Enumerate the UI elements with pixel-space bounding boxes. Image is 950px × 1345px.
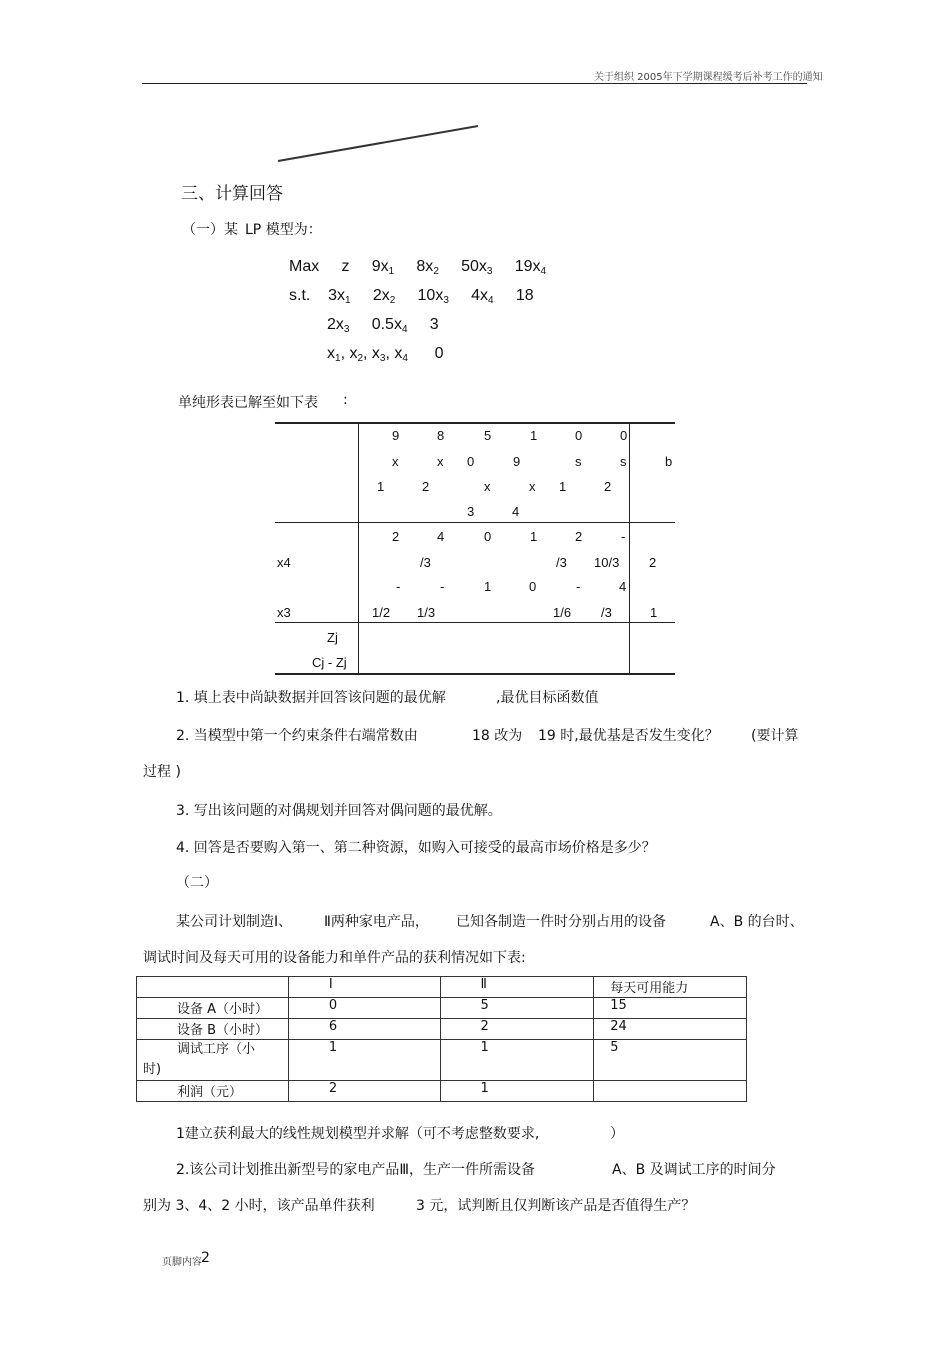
tableau-rule-2 (275, 622, 675, 623)
lp-constraint-1: s.t. $3x_1$ $2x_2$ $10x_3$ $4x_4$ 18 (289, 287, 534, 306)
table-row (137, 1019, 747, 1040)
table-cell: 1 (288, 1040, 440, 1081)
tableau-cell: 0 (575, 428, 583, 443)
part2-intro-d: A、B 的台时、 (710, 914, 804, 930)
tableau-cell: 3 (467, 504, 475, 519)
table-cell: 利润（元） (137, 1081, 289, 1102)
tableau-cell: - (621, 529, 626, 544)
table-row (137, 998, 747, 1019)
part2-question-2a: 2.该公司计划推出新型号的家电产品Ⅲ，生产一件所需设备 (176, 1162, 536, 1178)
part2-intro-c: 已知各制造一件时分别占用的设备 (456, 914, 666, 930)
slanted-line (270, 120, 485, 168)
tableau-cell: 2 (575, 529, 583, 544)
tableau-cell: 0 (467, 454, 475, 469)
header-rule (142, 83, 807, 84)
part1-intro-a: （一）某 (182, 222, 238, 238)
part2-question-2c: 别为 3、4、2 小时，该产品单件获利 (143, 1198, 375, 1214)
tableau-cell-b: b (665, 454, 673, 469)
tableau-basis-x3: x3 (277, 605, 291, 620)
question-2b: 18 改为 (472, 728, 523, 744)
tableau-cell: 5 (484, 428, 492, 443)
table-cell: 5 (594, 1040, 747, 1081)
question-2e: 过程 ) (143, 764, 181, 780)
tableau-intro: 单纯形表已解至如下表 (178, 395, 318, 411)
part2-question-2b: A、B 及调试工序的时间分 (612, 1162, 776, 1178)
tableau-cell: 4 (512, 504, 520, 519)
part2-question-2d: 3 元，试判断且仅判断该产品是否值得生产？ (416, 1198, 696, 1214)
table-cell: 设备 B（小时） (137, 1019, 289, 1040)
tableau-zj-label: Zj (327, 630, 338, 645)
product-table (136, 976, 747, 1102)
tableau-cell: 9 (513, 454, 521, 469)
tableau-top-rule (275, 422, 675, 424)
page-number: 2 (201, 1250, 210, 1266)
tableau-cell: x (484, 479, 491, 494)
page-header: 关于组织 2005年下学期课程缓考后补考工作的通知 (594, 72, 823, 83)
question-1b: ,最优目标函数值 (496, 690, 599, 706)
tableau-cell: s (620, 454, 627, 469)
table-cell: 设备 A（小时） (137, 998, 289, 1019)
part2-question-1a: 1建立获利最大的线性规划模型并求解（可不考虑整数要求, (176, 1126, 540, 1142)
tableau-cell: s (575, 454, 582, 469)
table-header-cell (137, 977, 289, 998)
tableau-vline-2 (629, 423, 630, 674)
table-row (137, 1040, 747, 1081)
tableau-cell: - (396, 579, 401, 594)
tableau-cell: 4 (437, 529, 445, 544)
table-cell: 24 (594, 1019, 747, 1040)
tableau-cell: 1 (484, 579, 492, 594)
tableau-cell: 2 (604, 479, 612, 494)
table-cell: 5 (440, 998, 594, 1019)
tableau-cell: 1 (377, 479, 385, 494)
tableau-cell: 1/3 (417, 605, 436, 620)
table-header-cell: Ⅰ (288, 977, 440, 998)
tableau-cell: 4 (619, 579, 627, 594)
table-row (137, 1081, 747, 1102)
table-cell: 6 (288, 1019, 440, 1040)
tableau-cell: 1 (559, 479, 567, 494)
table-cell: 1 (440, 1081, 594, 1102)
tableau-cell: /3 (601, 605, 612, 620)
tableau-cell: 10/3 (594, 555, 620, 570)
part2-label: （二） (176, 875, 218, 891)
lp-objective: Max z $9x_1$ $8x_2$ $50x_3$ $19x_4$ (289, 258, 547, 277)
part2-intro-b: Ⅱ两种家电产品， (324, 914, 429, 930)
tableau-cell: 8 (437, 428, 445, 443)
tableau-cell: /3 (420, 555, 431, 570)
tableau-cell: - (440, 579, 445, 594)
table-header-cell: Ⅱ (440, 977, 594, 998)
part2-intro-a: 某公司计划制造Ⅰ、 (176, 914, 293, 930)
tableau-cell: 1 (530, 428, 538, 443)
question-2d: (要计算 (751, 728, 799, 744)
tableau-cell: 9 (392, 428, 400, 443)
question-1a: 1. 填上表中尚缺数据并回答该问题的最优解 (176, 690, 446, 706)
tableau-cell: 2 (392, 529, 400, 544)
table-header-row (137, 977, 747, 998)
tableau-cell: 1 (650, 605, 658, 620)
question-3: 3. 写出该问题的对偶规划并回答对偶问题的最优解。 (176, 803, 502, 819)
question-2a: 2. 当模型中第一个约束条件右端常数由 (176, 728, 418, 744)
table-cell (594, 1081, 747, 1102)
footer-label: 页脚内容 (162, 1257, 202, 1268)
tableau-cell: 0 (529, 579, 537, 594)
tableau-intro-colon: : (343, 392, 348, 408)
tableau-cjzj-label: Cj - Zj (312, 655, 347, 670)
tableau-cell: 1/2 (372, 605, 391, 620)
tableau-cell: 1 (530, 529, 538, 544)
part1-intro-b: LP 模型为： (245, 222, 322, 238)
table-header-cell: 每天可用能力 (594, 977, 747, 998)
tableau-bottom-rule (275, 673, 675, 675)
tableau-cell: 0 (620, 428, 628, 443)
tableau-cell: /3 (556, 555, 567, 570)
tableau-cell: x (529, 479, 536, 494)
tableau-vline-1 (358, 423, 359, 674)
table-cell: 2 (440, 1019, 594, 1040)
tableau-cell: 1/6 (553, 605, 572, 620)
question-2c: 19 时,最优基是否发生变化？ (538, 728, 719, 744)
table-cell: 1 (440, 1040, 594, 1081)
table-cell: 2 (288, 1081, 440, 1102)
lp-nonnegativity: $x_1$, $x_2$, $x_3$, $x_4$ 0 (327, 345, 444, 364)
tableau-rule-1 (275, 522, 675, 523)
tableau-cell: 2 (649, 555, 657, 570)
table-cell: 0 (288, 998, 440, 1019)
table-cell: 调试工序（小 时) (137, 1040, 289, 1081)
section-title: 三、计算回答 (181, 184, 283, 204)
tableau-cell: x (437, 454, 444, 469)
tableau-cell: 0 (484, 529, 492, 544)
question-4: 4. 回答是否要购入第一、第二种资源，如购入可接受的最高市场价格是多少？ (176, 840, 656, 856)
tableau-cell: x (392, 454, 399, 469)
table-cell: 15 (594, 998, 747, 1019)
part2-intro-e: 调试时间及每天可用的设备能力和单件产品的获利情况如下表: (143, 950, 526, 966)
lp-constraint-2: $2x_3$ $0.5x_4$ 3 (327, 316, 439, 335)
tableau-basis-x4: x4 (277, 555, 291, 570)
tableau-cell: - (576, 579, 581, 594)
tableau-cell: 2 (422, 479, 430, 494)
part2-question-1b: ） (610, 1126, 624, 1142)
